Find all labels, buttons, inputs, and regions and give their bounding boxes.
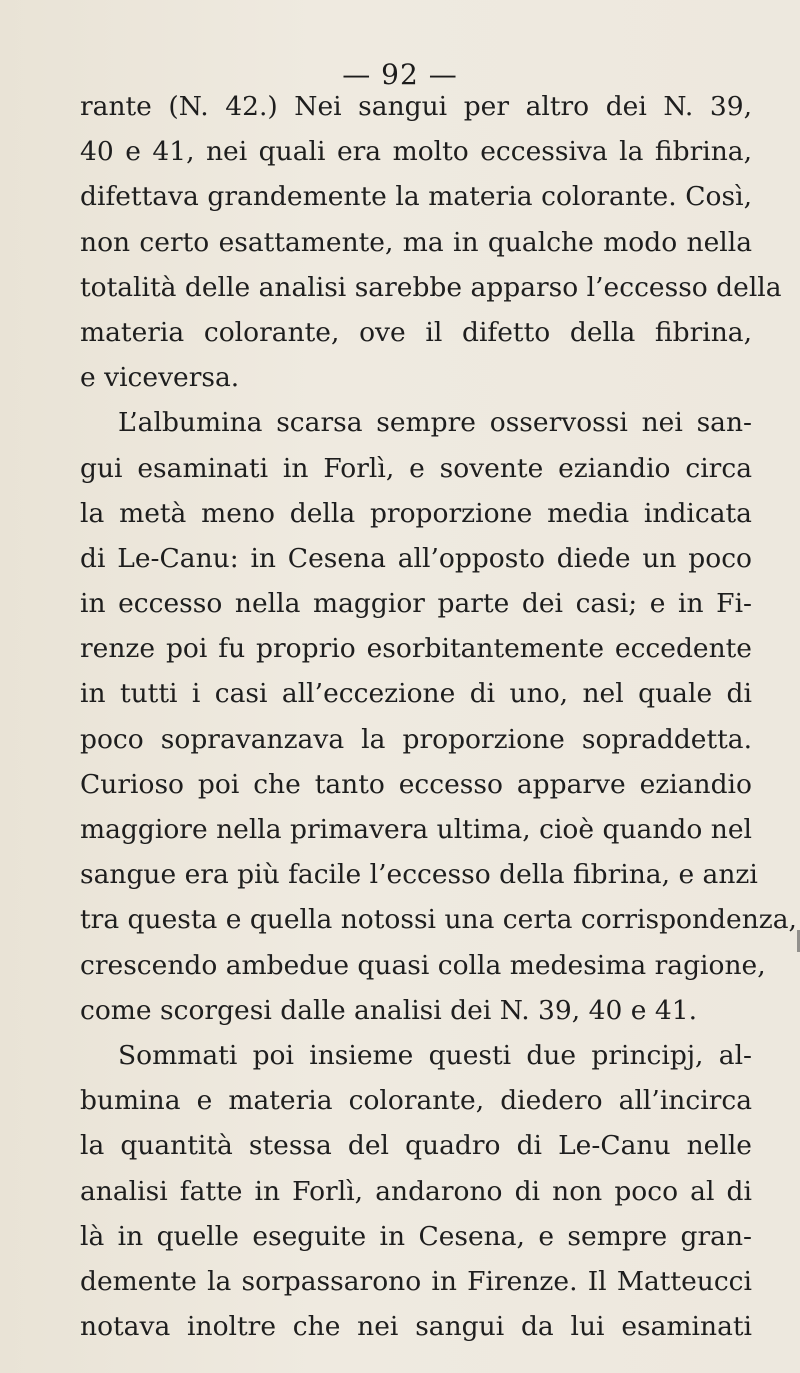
text-line: materia colorante, ove il difetto della fibrina, (80, 316, 752, 348)
page-number: — 92 — (342, 58, 458, 91)
text-line: difettava grandemente la materia colorante. Così, (80, 181, 752, 213)
text-line: bumina e materia colorante, diedero all’incirca (80, 1085, 752, 1117)
paragraph-start-line: Sommati poi insieme questi due principj, al- (118, 1039, 752, 1071)
text-line: demente la sorpassarono in Firenze. Il Matteucci (80, 1265, 752, 1297)
body-text (80, 84, 797, 1349)
text-line: tra questa e quella notossi una certa corrispondenza, (80, 904, 797, 936)
paragraph-end-line: come scorgesi dalle analisi dei N. 39, 40 e 41. (80, 994, 698, 1026)
text-line: maggiore nella primavera ultima, cioè quando nel (80, 814, 752, 845)
text-line: la quantità stessa del quadro di Le-Canu nelle (80, 1130, 752, 1162)
text-line: notava inoltre che nei sangui da lui esaminati (80, 1311, 752, 1343)
text-line: analisi fatte in Forlì, andarono di non poco al di (80, 1175, 752, 1207)
text-line: renze poi fu proprio esorbitantemente eccedente (80, 633, 752, 665)
text-line: la metà meno della proporzione media indicata (80, 497, 752, 529)
text-line: poco sopravanzava la proporzione sopraddetta. (80, 723, 752, 755)
text-line: in eccesso nella maggior parte dei casi; e in Fi- (80, 588, 752, 620)
paragraph-start-line: L’albumina scarsa sempre osservossi nei san- (118, 407, 752, 439)
text-line: sangue era più facile l’eccesso della fibrina, e anzi (80, 859, 758, 891)
text-line: non certo esattamente, ma in qualche modo nella (80, 226, 752, 258)
text-line: di Le-Canu: in Cesena all’opposto diede un poco (80, 542, 752, 574)
text-line: 40 e 41, nei quali era molto eccessiva la fibrina, (80, 136, 752, 168)
paragraph-end-line: e viceversa. (80, 362, 240, 394)
text-line: Curioso poi che tanto eccesso apparve eziandio (80, 768, 752, 800)
text-line: crescendo ambedue quasi colla medesima ragione, (80, 949, 766, 981)
text-line: in tutti i casi all’eccezione di uno, nel quale di (80, 678, 752, 710)
text-line: gui esaminati in Forlì, e sovente eziandio circa (80, 452, 752, 484)
text-line: rante (N. 42.) Nei sangui per altro dei N. 39, (80, 91, 752, 122)
text-line: là in quelle eseguite in Cesena, e sempre gran- (80, 1220, 752, 1252)
text-line: totalità delle analisi sarebbe apparso l’eccesso della (80, 271, 782, 303)
